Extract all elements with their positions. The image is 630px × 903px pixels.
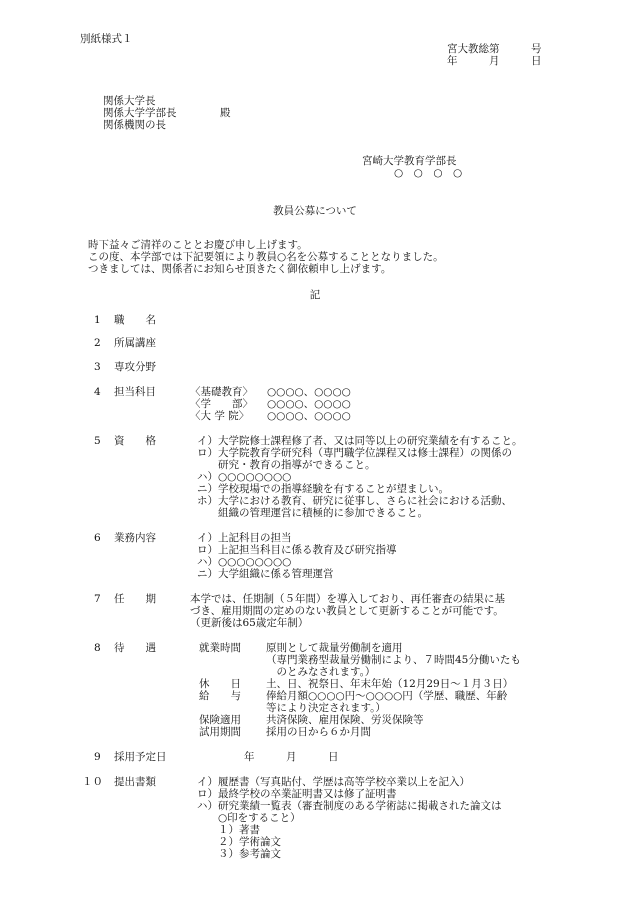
greeting-line: 時下益々ご清祥のこととお慶び申し上げます。	[88, 239, 308, 251]
item-label: 資 格	[114, 435, 156, 447]
condition-key	[199, 666, 241, 678]
item-number: 2	[94, 337, 101, 349]
subject-category: 〈基礎教育〉	[190, 386, 253, 398]
condition-value: 採用の日から６か月間	[266, 726, 371, 738]
qualifications-list	[197, 435, 523, 519]
condition-key: 試用期間	[199, 726, 241, 738]
start-date-value: 年 月 日	[244, 751, 339, 763]
duty-line: ハ）○○○○○○○○	[197, 556, 292, 568]
subject-value: ○○○○、○○○○	[267, 398, 351, 410]
document-line: ３）参考論文	[197, 848, 281, 860]
greeting-line: つきましては、関係者にお知らせ頂きたく御依頼申し上げます。	[88, 263, 392, 275]
document-line: ロ）最終学校の卒業証明書又は修了証明書	[197, 788, 397, 800]
condition-key	[199, 654, 241, 666]
document-line: ○印をすること）	[197, 812, 301, 824]
term-line: （更新後は65歳定年制）	[190, 617, 309, 629]
item-label: 任 期	[114, 593, 156, 605]
greeting-line: この度、本学部では下記要領により教員○名を公募することとなりました。	[88, 251, 444, 263]
conditions-values	[266, 642, 521, 738]
item-label: 業務内容	[114, 532, 156, 544]
addressee-block	[103, 95, 177, 131]
issue-date: 年 月 日	[447, 55, 542, 67]
document-line: ２）学術論文	[197, 836, 281, 848]
subjects-values	[267, 386, 351, 422]
qualification-line: ハ）○○○○○○○○	[197, 471, 292, 483]
item-number: 8	[94, 642, 101, 654]
conditions-keys	[199, 642, 241, 738]
subjects-categories	[190, 386, 253, 422]
item-number: 5	[94, 435, 101, 447]
qualification-line: ニ）学校現場での指導経験を有することが望ましい。	[197, 483, 449, 495]
item-number: 4	[94, 386, 101, 398]
duty-line: ニ）大学組織に係る管理運営	[197, 568, 334, 580]
qualification-line: ロ）大学院教育学研究科（専門職学位課程又は修士課程）の関係の	[197, 447, 512, 459]
subject-category: 〈学 部〉	[190, 398, 253, 410]
sender-title: 宮崎大学教育学部長	[362, 155, 457, 167]
greeting-text	[88, 239, 444, 275]
term-line: づき、雇用期間の定めのない教員として更新することが可能です。	[190, 605, 504, 617]
item-number: 1	[94, 314, 101, 326]
condition-key: 保険適用	[199, 714, 241, 726]
subject-category: 〈大 学 院〉	[190, 410, 250, 422]
condition-value: 原則として裁量労働制を適用	[266, 642, 403, 654]
item-label: 待 遇	[114, 642, 156, 654]
condition-value: 等により決定されます。）	[266, 702, 386, 714]
ki-heading: 記	[309, 289, 321, 301]
document-line: ハ）研究業績一覧表（審査制度のある学術誌に掲載された論文は	[197, 800, 502, 812]
honorific: 殿	[220, 107, 231, 119]
item-number: 6	[94, 532, 101, 544]
duty-line: ロ）上記担当科目に係る教育及び研究指導	[197, 544, 397, 556]
duty-line: イ）上記科目の担当	[197, 532, 292, 544]
sender-name: ○ ○ ○ ○	[394, 167, 463, 179]
item-label: 採用予定日	[114, 751, 167, 763]
term-line: 本学では、任期制（５年間）を導入しており、再任審査の結果に基	[190, 593, 505, 605]
item-label: 提出書類	[114, 776, 156, 788]
item-number: １０	[82, 776, 103, 788]
addressee: 関係大学長	[103, 95, 156, 107]
qualification-line: ホ）大学における教育、研究に従事し、さらに社会における活動、	[197, 495, 512, 507]
duties-list	[197, 532, 397, 580]
condition-value: のとみなされます。）	[266, 666, 376, 678]
item-number: 3	[94, 361, 101, 373]
document-line: １）著書	[197, 824, 260, 836]
qualification-line: イ）大学院修士課程修了者、又は同等以上の研究業績を有すること。	[197, 435, 523, 447]
document-line: イ）履歴書（写真貼付、学歴は高等学校卒業以上を記入）	[197, 776, 470, 788]
item-number: 7	[94, 593, 101, 605]
subject-value: ○○○○、○○○○	[267, 386, 351, 398]
qualification-line: 組織の管理運営に積極的に参加できること。	[197, 507, 428, 519]
item-label: 担当科目	[114, 386, 156, 398]
item-label: 所属講座	[114, 337, 156, 349]
reference-number: 宮大教総第 号	[447, 43, 542, 55]
condition-key	[199, 702, 241, 714]
form-label: 別紙様式１	[80, 33, 133, 45]
condition-value: 共済保険、雇用保険、労災保険等	[266, 714, 424, 726]
qualification-line: 研究・教育の指導ができること。	[197, 459, 376, 471]
condition-key: 休 日	[199, 678, 241, 690]
condition-key: 就業時間	[199, 642, 241, 654]
term-text	[190, 593, 505, 629]
condition-key: 給 与	[199, 690, 241, 702]
condition-value: 土、日、祝祭日、年末年始（12月29日～１月３日）	[266, 678, 514, 690]
documents-list	[197, 776, 502, 860]
addressee: 関係機関の長	[103, 119, 166, 131]
addressee: 関係大学学部長	[103, 107, 177, 119]
subject-value: ○○○○、○○○○	[267, 410, 351, 422]
item-label: 職 名	[114, 314, 156, 326]
subject-title: 教員公募について	[273, 205, 357, 217]
condition-value: 俸給月額○○○○円～○○○○円（学歴、職歴、年齢	[266, 690, 508, 702]
item-number: 9	[94, 751, 101, 763]
condition-value: （専門業務型裁量労働制により、７時間45分働いたも	[266, 654, 521, 666]
item-label: 専攻分野	[114, 361, 156, 373]
